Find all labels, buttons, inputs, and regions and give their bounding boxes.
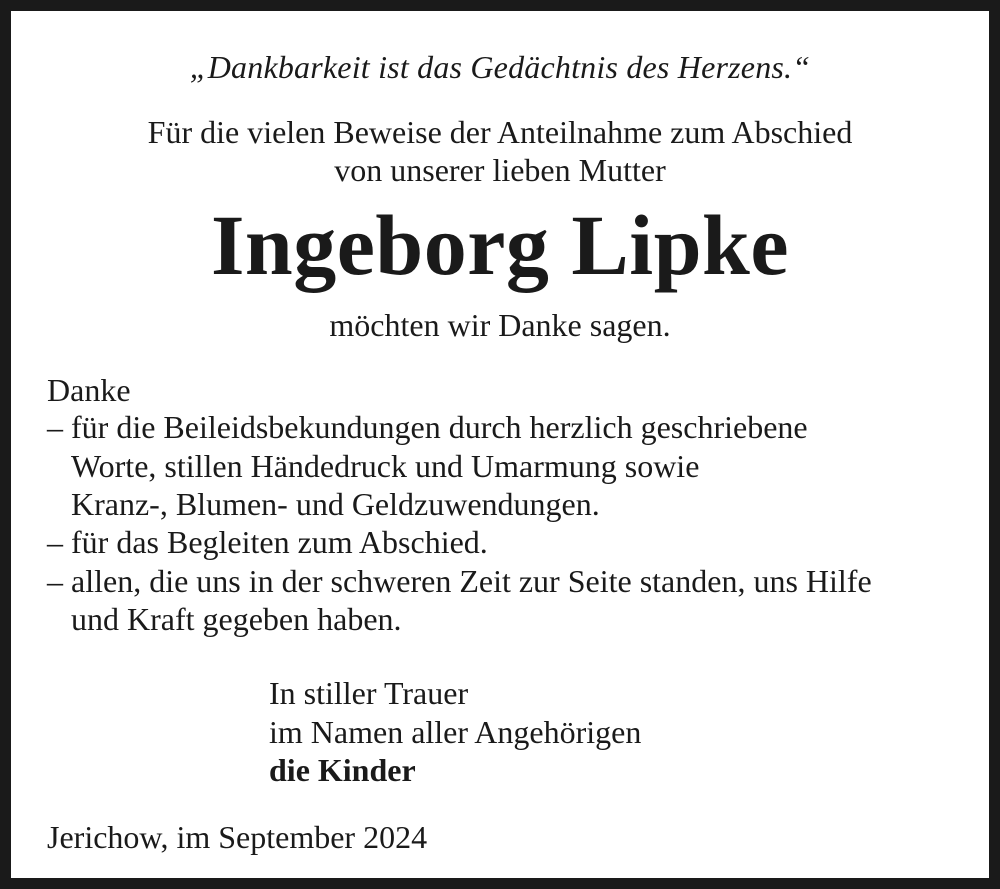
thanks-item-line: – für das Begleiten zum Abschied. (47, 524, 488, 560)
thanks-item-line: – für die Beileidsbekundungen durch herzlich geschriebene (47, 409, 808, 445)
thanks-item-line: Worte, stillen Händedruck und Umarmung sowie (71, 448, 700, 484)
signature-line-1: In stiller Trauer (269, 675, 469, 711)
thanks-item-line: Kranz-, Blumen- und Geldzuwendungen. (71, 486, 600, 522)
quote-text: „Dankbarkeit ist das Gedächtnis des Herzens.“ (189, 49, 811, 85)
signature-line-2: im Namen aller Angehörigen (269, 714, 642, 750)
place-date: Jerichow, im September 2024 (47, 819, 428, 855)
deceased-name: Ingeborg Lipke (210, 197, 790, 293)
thanks-item-line: und Kraft gegeben haben. (71, 601, 402, 637)
thanks-line: möchten wir Danke sagen. (329, 307, 671, 343)
thanks-item-line: – allen, die uns in der schweren Zeit zur Seite standen, uns Hilfe (47, 563, 872, 599)
signature-name: die Kinder (269, 752, 416, 788)
danke-heading: Danke (47, 372, 131, 408)
intro-line-1: Für die vielen Beweise der Anteilnahme zum Abschied (147, 114, 853, 150)
intro-line-2: von unserer lieben Mutter (334, 152, 666, 188)
